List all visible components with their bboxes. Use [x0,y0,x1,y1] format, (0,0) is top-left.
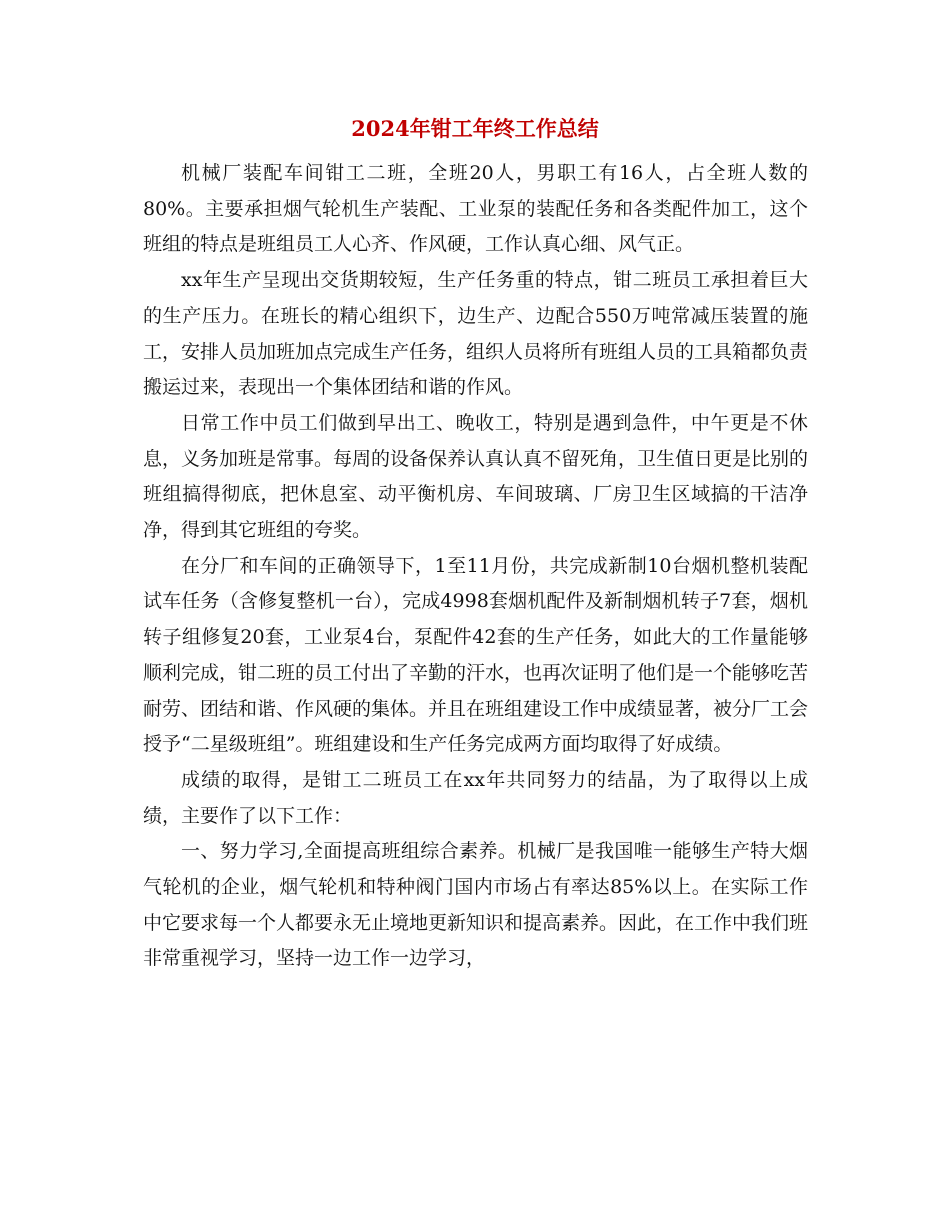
paragraph-5: 成绩的取得，是钳工二班员工在xx年共同努力的结晶，为了取得以上成绩，主要作了以下工作： [143,768,808,827]
paragraph-6: 一、努力学习,全面提高班组综合素养。机械厂是我国唯一能够生产特大烟气轮机的企业，烟气轮机和特种阀门国内市场占有率达85%以上。在实际工作中它要求每一个人都要永无止境地更新知识和提高素养。因此，在工作中我们班非常重视学习，坚持一边工作一边学习， [143,840,809,970]
document-title: 2024年钳工年终工作总结 [351,116,599,141]
document-body [143,156,808,977]
paragraph-4: 在分厂和车间的正确领导下，1至11月份，共完成新制10台烟机整机装配试车任务（含修复整机一台），完成4998套烟机配件及新制烟机转子7套，烟机转子组修复20套，工业泵4台，泵配件42套的生产任务，如此大的工作量能够顺利完成，钳二班的员工付出了辛勤的汗水，也再次证明了他们是一个能够吃苦耐劳、团结和谐、作风硬的集体。并且在班组建设工作中成绩显著，被分厂工会授予“二星级班组”。班组建设和生产任务完成两方面均取得了好成绩。 [143,554,809,756]
paragraph-2: xx年生产呈现出交货期较短，生产任务重的特点，钳二班员工承担着巨大的生产压力。在班长的精心组织下，边生产、边配合550万吨常减压装置的施工，安排人员加班加点完成生产任务，组织人员将所有班组人员的工具箱都负责搬运过来，表现出一个集体团结和谐的作风。 [143,269,809,399]
paragraph-3: 日常工作中员工们做到早出工、晚收工，特别是遇到急件，中午更是不休息，义务加班是常事。每周的设备保养认真认真不留死角，卫生值日更是比别的班组搞得彻底，把休息室、动平衡机房、车间玻璃、厂房卫生区域搞的干洁净净，得到其它班组的夸奖。 [143,411,809,542]
paragraph-1: 机械厂装配车间钳工二班，全班20人，男职工有16人，占全班人数的80%。主要承担烟气轮机生产装配、工业泵的装配任务和各类配件加工，这个班组的特点是班组员工人心齐、作风硬，工作认真心细、风气正。 [143,162,808,256]
